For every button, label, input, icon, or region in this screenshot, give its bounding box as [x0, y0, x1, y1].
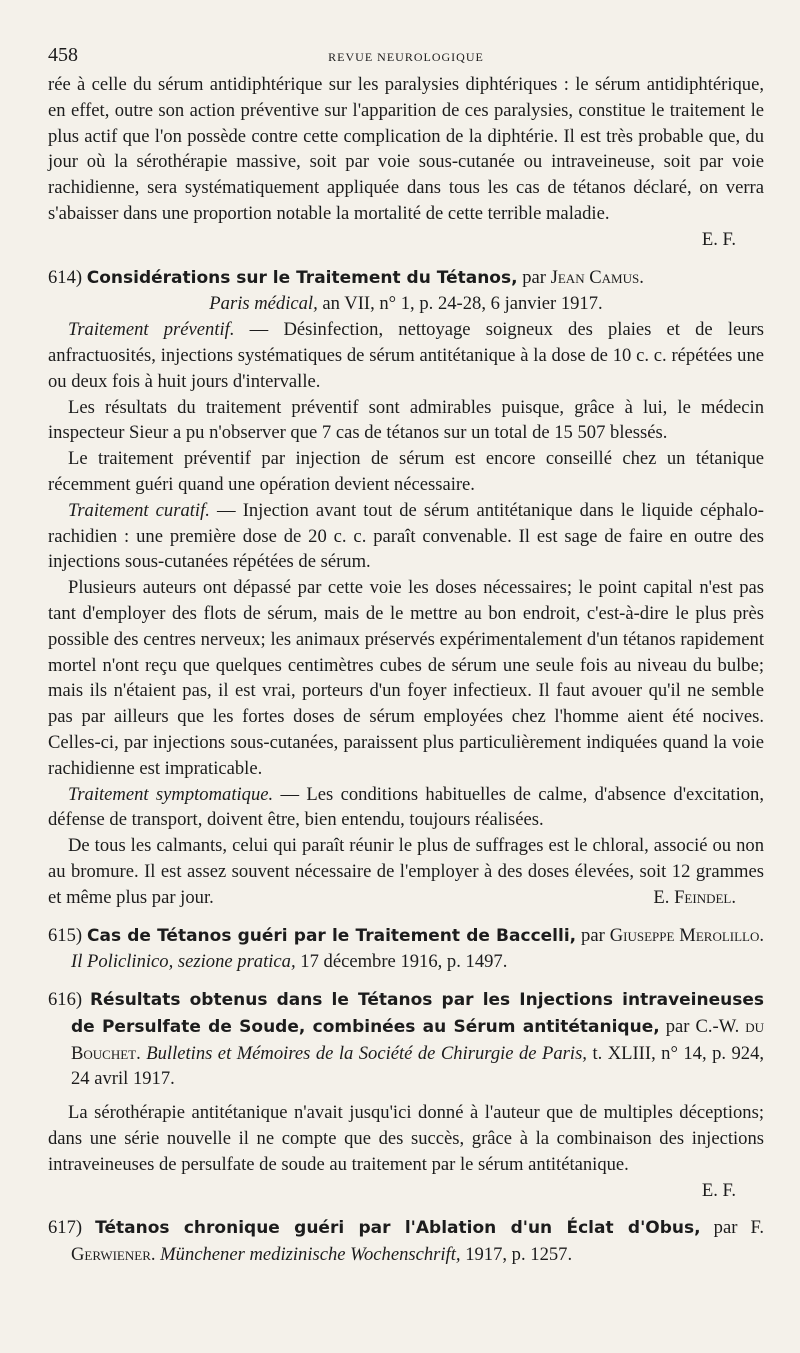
entry-614-paragraph-4: [48, 498, 764, 575]
entry-616-heading: [48, 987, 764, 1092]
entry-number: 615): [48, 924, 83, 946]
paragraph-text: — Injection avant tout de sérum antitétanique dans le liquide céphalo-rachidien : une première dose de 20 c. c. paraît convenable. Il est sage de faire en outre des injections sous-cutanées répétées de sérum.: [48, 499, 765, 573]
entry-number: 617): [48, 1217, 83, 1239]
by-word: par: [713, 1217, 738, 1239]
entry-number: 616): [48, 989, 83, 1011]
entry-source: Paris médical,: [209, 293, 318, 315]
by-word: par: [581, 924, 605, 946]
entry-details: 17 décembre 1916, p. 1497.: [300, 951, 508, 973]
by-word: par: [665, 1015, 690, 1037]
entry-614-paragraph-5: Plusieurs auteurs ont dépassé par cette voie les doses nécessaires; le point capital n'est pas tant d'employer des flots de sérum, mais de le mettre au bon endroit, c'est-à-dire le plus près possible des centres nerveux; les animaux préservés expérimentalement d'un tétanos rapidement mortel n'ont reçu que quelques centimètres cubes de sérum une seule fois au niveau du bulbe; mais ils n'étaient pas, il est vrai, porteurs d'un foyer infectieux. Il faut avouer qu'il ne semble pas par ailleurs que les fortes doses de sérum employées chez l'homme aient été nocives. Celles-ci, par injections sous-cutanées, paraissent plus particulièrement indiquées quand la voie rachidienne est impraticable.: [48, 577, 764, 779]
entry-details: an VII, n° 1, p. 24-28, 6 janvier 1917.: [322, 293, 603, 315]
paragraph-text: De tous les calmants, celui qui paraît réunir le plus de suffrages est le chloral, associé ou non au bromure. Il est assez souvent nécessaire de l'employer à des doses élevées, soit 12 grammes et même plus par jour.: [48, 835, 764, 908]
entry-614-paragraph-1: [48, 317, 764, 394]
page-header: [48, 44, 764, 72]
entry-title: Cas de Tétanos guéri par le Traitement de Baccelli,: [87, 925, 577, 946]
entry-617-heading: [48, 1215, 764, 1268]
entry-614-paragraph-3: Le traitement préventif par injection de sérum est encore conseillé chez un tétanique récemment guéri quand une opération devient nécessaire.: [48, 448, 764, 495]
entry-title: Tétanos chronique guéri par l'Ablation d'un Éclat d'Obus,: [95, 1218, 701, 1239]
entry-615-heading: [48, 923, 764, 976]
entry-author: Jean Camus.: [550, 266, 644, 288]
page-number: 458: [48, 44, 78, 66]
entry-614-paragraph-7: [48, 833, 764, 910]
entry-source: Bulletins et Mémoires de la Société de Chirurgie de Paris,: [146, 1042, 587, 1064]
entry-616-signature: E. F.: [701, 1179, 736, 1201]
by-word: par: [522, 266, 546, 288]
section-label: Traitement symptomatique.: [68, 783, 274, 805]
entry-source: Münchener medizinische Wochenschrift,: [160, 1244, 461, 1266]
section-label: Traitement préventif.: [68, 319, 235, 341]
paragraph-text: — Désinfection, nettoyage soigneux des plaies et de leurs anfractuosités, injections systématiques de sérum antitétanique à la dose de 10 c. c. répétées une ou deux fois à huit jours d'intervalle.: [48, 319, 765, 392]
entry-details: 1917, p. 1257.: [465, 1244, 573, 1266]
entry-title: Considérations sur le Traitement du Tétanos,: [86, 267, 518, 288]
entry-author: Giuseppe Merolillo.: [609, 924, 765, 946]
intro-signature: E. F.: [701, 228, 736, 250]
paragraph-text: — Les conditions habituelles de calme, d'absence d'excitation, défense de transport, doivent être, bien entendu, toujours réalisées.: [48, 783, 764, 831]
entry-616-paragraph-1: La sérothérapie antitétanique n'avait jusqu'ici donné à l'auteur que de multiples déceptions; dans une série nouvelle il ne compte que des succès, grâce à la combinaison des injections intraveineuses de persulfate de soude au traitement par le sérum antitétanique.: [48, 1102, 764, 1175]
entry-title: Résultats obtenus dans le Tétanos par les Injections intraveineuses de Persulfate de Soude, combinées au Sérum antitétanique,: [71, 990, 765, 1037]
section-label: Traitement curatif.: [68, 499, 210, 521]
entry-number: 614): [48, 266, 83, 288]
entry-614-paragraph-2: Les résultats du traitement préventif sont admirables puisque, grâce à lui, le médecin inspecteur Sieur a pu n'observer que 7 cas de tétanos sur un total de 15 507 blessés.: [48, 396, 764, 444]
entry-author: F. Gerwiener.: [71, 1217, 764, 1266]
entry-614-signature: E. Feindel.: [653, 886, 736, 908]
entry-details: t. XLIII, n° 14, p. 924, 24 avril 1917.: [71, 1042, 765, 1090]
entry-614-paragraph-6: [48, 782, 764, 834]
entry-author: C.-W. du Bouchet.: [71, 1015, 764, 1064]
entry-614-heading: [48, 265, 764, 292]
running-title: REVUE NEUROLOGIQUE: [328, 50, 484, 64]
entry-source: Il Policlinico, sezione pratica,: [71, 951, 296, 973]
entry-614-reference: [48, 291, 764, 317]
intro-paragraph: rée à celle du sérum antidiphtérique sur les paralysies diphtériques : le sérum antidiphtérique, en effet, outre son action préventive sur l'apparition de ces paralysies, constitue le traitement le plus actif que l'on possède contre cette complication de la diphtérie. Il est très probable que, du jour où la sérothérapie massive, soit par voie sous-cutanée ou intraveineuse, soit par voie rachidienne, sera systématiquement appliquée dans tous les cas de tétanos déclaré, on verra s'abaisser dans une proportion notable la mortalité de cette terrible maladie.: [48, 74, 764, 224]
